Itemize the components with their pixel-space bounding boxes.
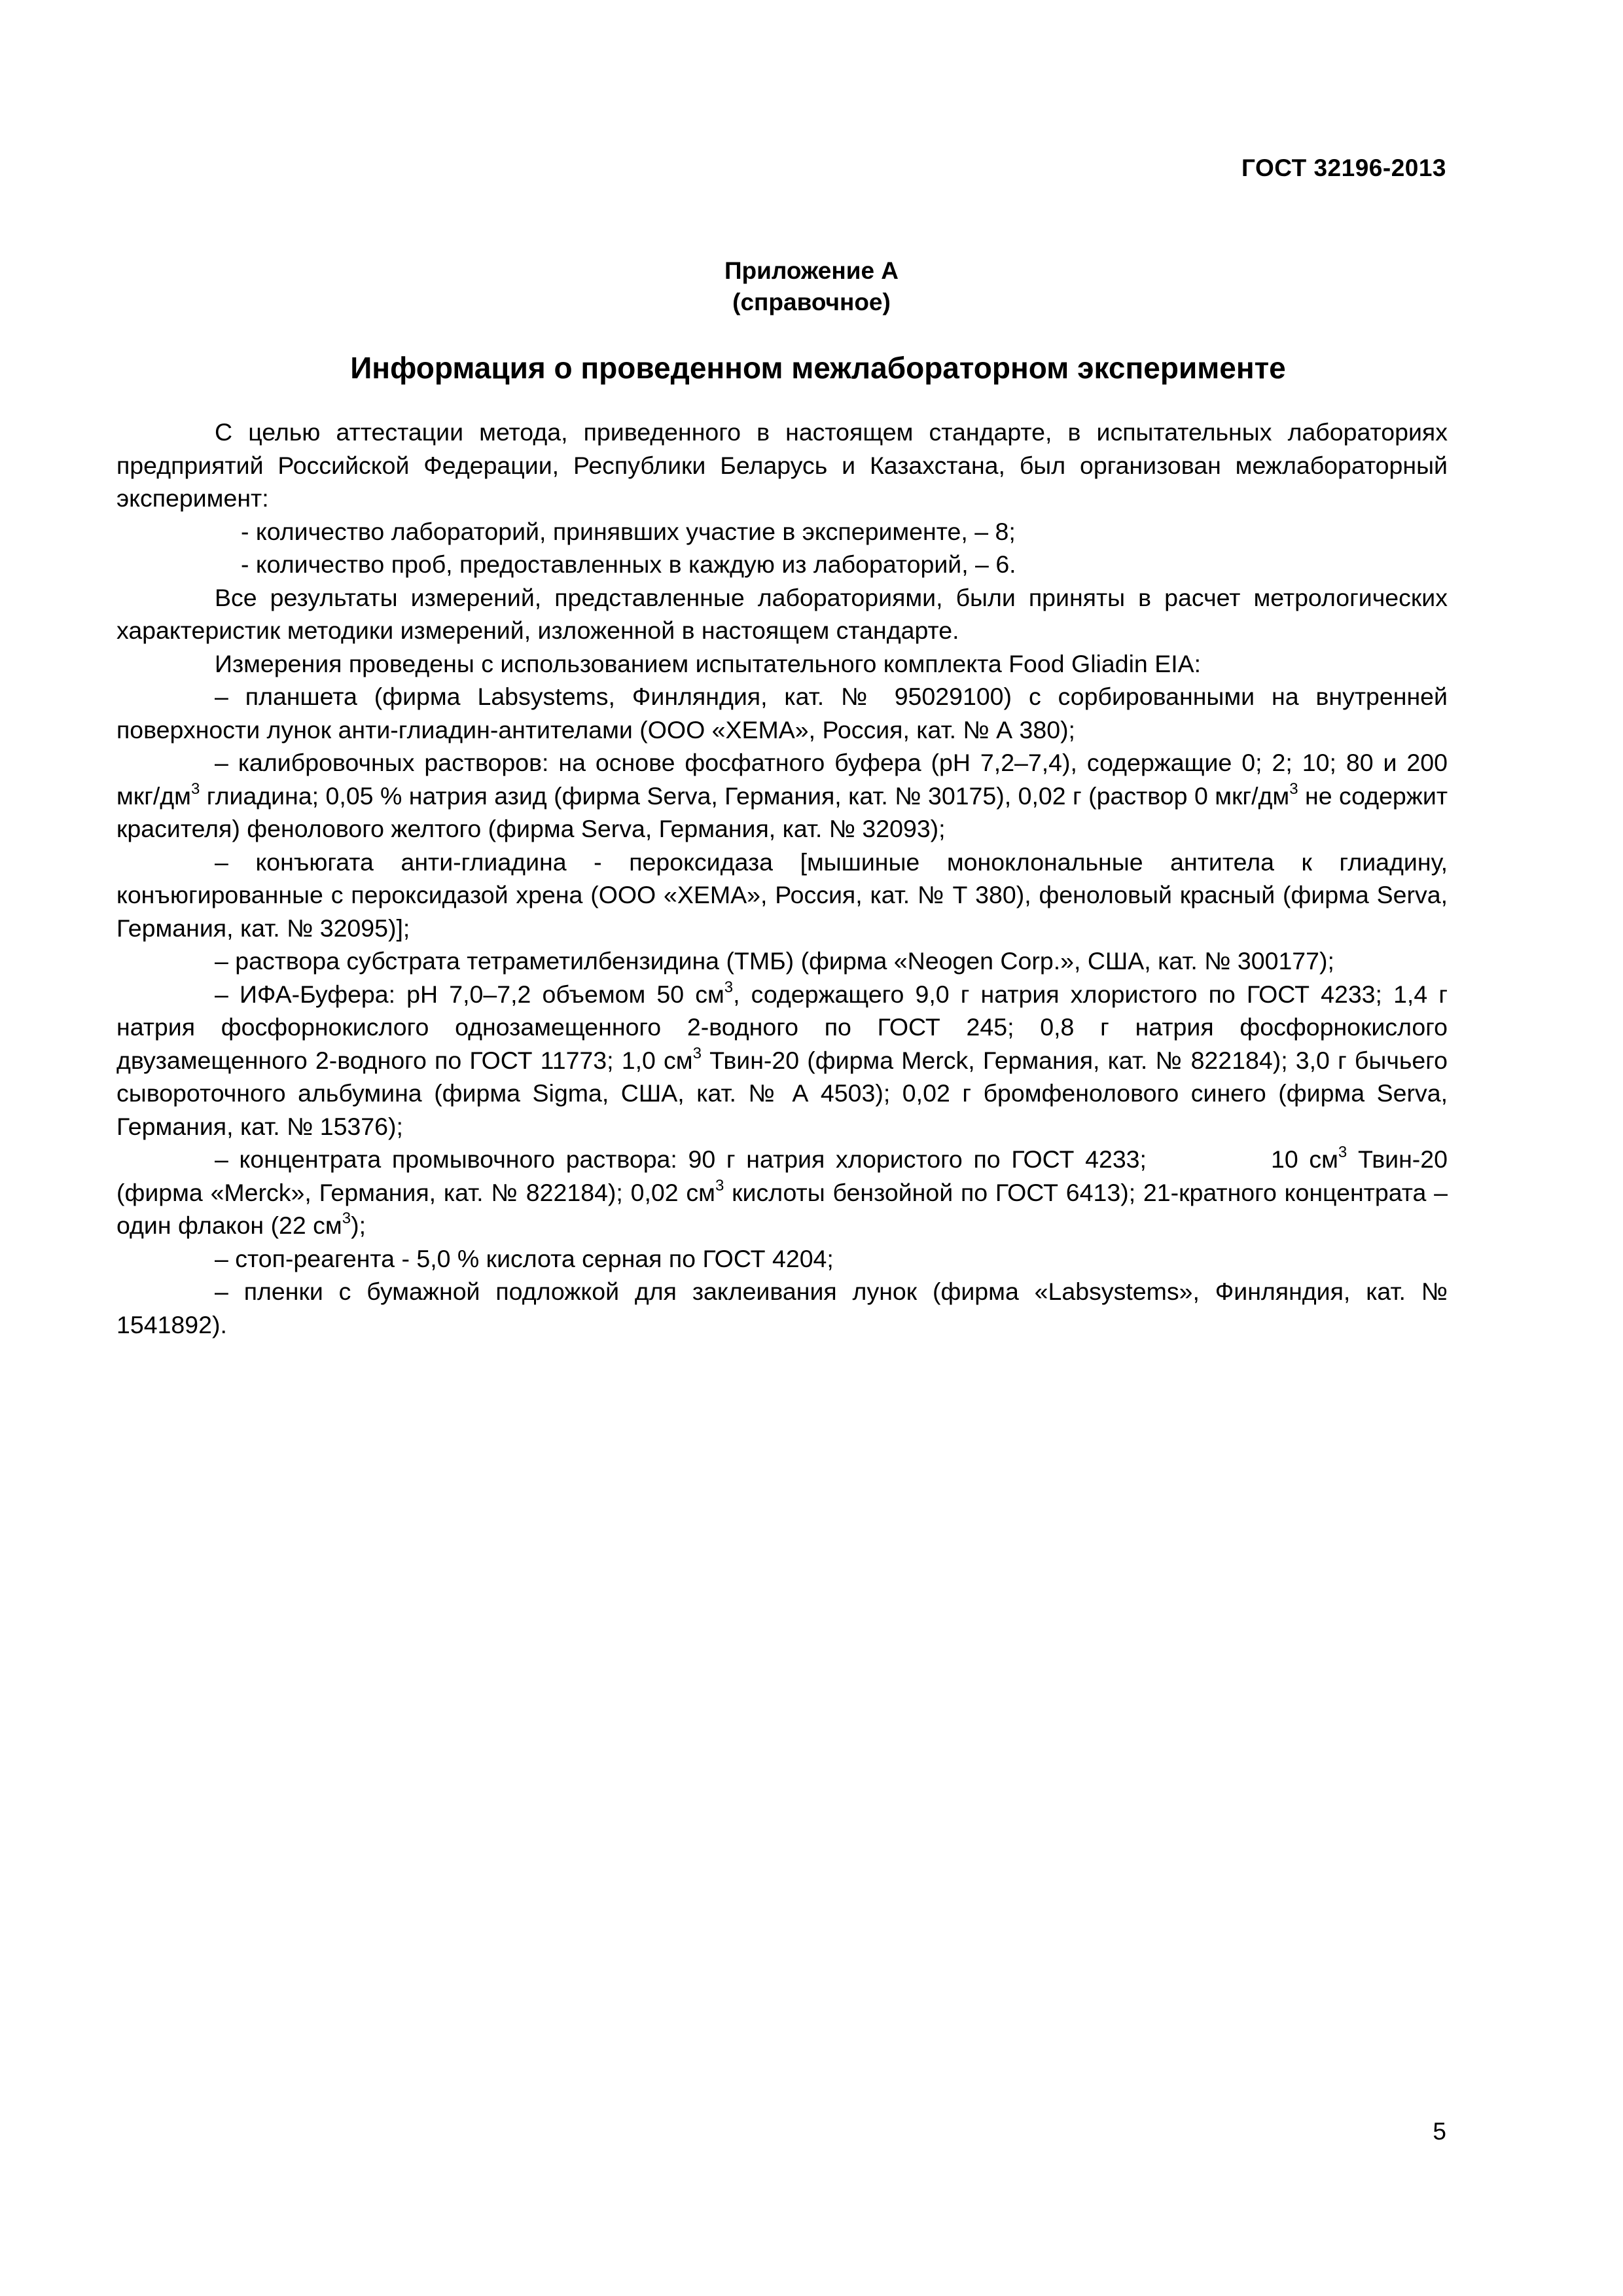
section-heading: Информация о проведенном межлабораторном эксперименте [350,351,1286,385]
list-item-samples-count: - количество проб, предоставленных в каждую из лабораторий, – 6. [241,550,1016,578]
page-number: 5 [1433,2118,1446,2145]
calibrators-text-2: глиадина; 0,05 % натрия азид (фирма Serva, Германия, кат. № 30175), 0,02 г (раствор 0 мкг/дм [200,781,1290,810]
paragraph-results: Все результаты измерений, представленные лабораториями, были приняты в расчет метрологических характеристик методики измерений, изложенной в настоящем стандарте. [116,583,1448,644]
kit-item-conjugate: – конъюгата анти-глиадина - пероксидаза [мышиные моноклональные антитела к глиадину, конъюгированные с пероксидазой хрена (ООО «ХЕМА», Россия, кат. № Т 380), феноловый красный (фирма Serva, Германия, кат. № 32095)]; [116,848,1448,942]
superscript-cube: 3 [724,978,734,996]
superscript-cube: 3 [692,1044,702,1062]
paragraph-kit: Измерения проведены с использованием испытательного комплекта Food Gliadin EIA: [215,649,1202,677]
body-text [116,416,1448,1341]
superscript-cube: 3 [1289,780,1298,798]
wash-text-5: ); [351,1211,366,1239]
wash-text-3: Твин-20 (фирма «Merck», Германия, кат. № 822184); 0,02 см [116,1145,1448,1206]
superscript-cube: 3 [715,1176,724,1194]
calibrators-text-3: не содержит красителя) фенолового желтого (фирма Serva, Германия, кат. № 32093); [116,781,1448,842]
superscript-cube: 3 [1338,1143,1347,1161]
calibrators-text-1: – калибровочных растворов: на основе фосфатного буфера (рН 7,2–7,4), содержащие 0; 2; 10; 80 и 200 мкг/дм [116,749,1448,810]
wash-text-2: 10 см [1270,1145,1338,1173]
superscript-cube: 3 [190,780,200,798]
appendix-heading [0,255,1623,318]
appendix-subtitle: (справочное) [732,289,891,315]
kit-item-calibrators [116,746,1448,846]
kit-item-wash-concentrate [116,1143,1448,1242]
kit-item-substrate: – раствора субстрата тетраметилбензидина (ТМБ) (фирма «Neogen Corp.», США, кат. № 300177); [215,947,1334,975]
list-item-labs-count: - количество лабораторий, принявших участие в эксперименте, – 8; [241,517,1016,545]
buffer-text-3: Твин-20 (фирма Merck, Германия, кат. № 822184); 3,0 г бычьего сывороточного альбумина (фирма Sigma, США, кат. № А 4503); 0,02 г бромфенолового синего (фирма Serva, Германия, кат. № 15376); [116,1046,1448,1140]
buffer-text-2: , содержащего 9,0 г натрия хлористого по ГОСТ 4233; 1,4 г натрия фосфорнокислого однозамещенного 2-водного по ГОСТ 245; 0,8 г натрия фосфорнокислого двузамещенного 2-водного по ГОСТ 11773; 1,0 см [116,980,1448,1074]
kit-item-buffer [116,978,1448,1143]
appendix-title: Приложение А [724,257,899,284]
superscript-cube: 3 [342,1210,351,1227]
kit-item-film: – пленки с бумажной подложкой для заклеивания лунок (фирма «Labsystems», Финляндия, кат. № 1541892). [116,1278,1448,1338]
kit-item-plate: – планшета (фирма Labsystems, Финляндия, кат. № 95029100) с сорбированными на внутренней поверхности лунок анти-глиадин-антителами (ООО «ХЕМА», Россия, кат. № А 380); [116,683,1448,744]
standard-number: ГОСТ 32196-2013 [1241,154,1446,181]
wash-text-1: – концентрата промывочного раствора: 90 г натрия хлористого по ГОСТ 4233; [215,1145,1147,1173]
paragraph-intro: С целью аттестации метода, приведенного в настоящем стандарте, в испытательных лабораториях предприятий Российской Федерации, Республики Беларусь и Казахстана, был организован межлабораторный эксперимент: [116,418,1448,512]
kit-item-stop-reagent: – стоп-реагента - 5,0 % кислота серная по ГОСТ 4204; [215,1244,834,1272]
wash-text-4: кислоты бензойной по ГОСТ 6413); 21-кратного концентрата – один флакон (22 см [116,1178,1448,1239]
buffer-text-1: – ИФА-Буфера: рН 7,0–7,2 объемом 50 см [215,980,724,1008]
